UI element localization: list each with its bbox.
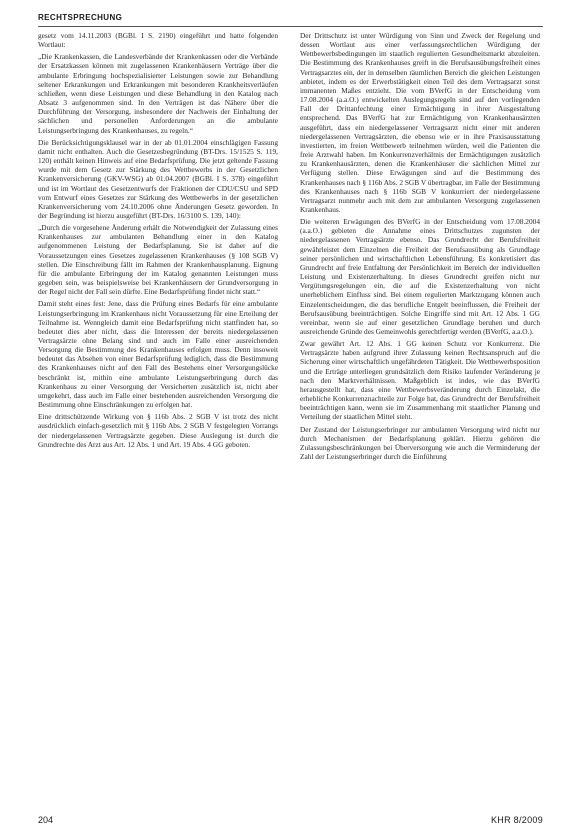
left-column bbox=[38, 31, 278, 452]
paragraph: Der Drittschutz ist unter Würdigung von Sinn und Zweck der Regelung und dessen Wortlaut aus einer verfassungsrechtlichen Würdigung der Wettbewerbsbedingungen im staatlich regulierten Gesundheitsmarkt abzuleiten. Die Bestimmung des Krankenhauses greift in die Berufsausübungsfreiheit eines Vertragsarztes ein, der in demselben räumlichen Bereich die gleichen Leistungen anbietet, indem es der Erwerbstätigkeit einen Teil des dem Vertragsarzt sonst immanenten Maßes entzieht. Die vom BVerfG in der Entscheidung vom 17.08.2004 (a.a.O.) entwickelten Auslegungsregeln sind auf den vorliegenden Fall der Drittanfechtung einer Ermächtigung in ihrer Ausgestaltung entsprechend. Das BVerfG hat zur Ermächtigung von Krankenhausärzten ausgeführt, dass ein niedergelassener Vertragsarzt nicht einer mit anderen niedergelassenen Vertragsärzten, die ebenso wie er in ihre Praxisausstattung investierten, im freien Wettbewerb teilnehmen würden, weil die Patienten die freie Arztwahl haben. Im Konkurrenzverhältnis der Ermächtigungen zusätzlich zu Krankenhausärzten, denen die Krankenhäuser die sächlichen Mittel zur Verfügung stellen. Diese Erwägungen sind auf die Bestimmung des Krankenhauses nach § 116b Abs. 2 SGB V übertragbar, im Falle der Bestimmung des Krankenhauses nach § 116b SGB V konkurriert der niedergelassene Vertragsarzt nunmehr auch mit dem zur ambulanten Versorgung zugelassenen Krankenhaus. bbox=[300, 31, 540, 214]
right-column bbox=[300, 31, 540, 464]
paragraph: Die weiteren Erwägungen des BVerfG in der Entscheidung vom 17.08.2004 (a.a.O.) gebieten die Annahme eines Drittschutzes zugunsten der niedergelassenen Vertragsärzte ebenso. Das Grundrecht der Berufsfreiheit gewährleistet dem Einzelnen die Freiheit der Berufsausübung als Grundlage seiner persönlichen und wirtschaftlichen Lebensführung. Es konkretisiert das Grundrecht auf freie Entfaltung der Persönlichkeit im Bereich der individuellen Leistung und Existenzerhaltung. In dieses Grundrecht greifen nicht nur Vergütungsregelungen ein, die auf die Existenzerhaltung von nicht unerheblichem Einfluss sind. Bei einem regulierten Marktzugang können auch Einzelentscheidungen, die das berufliche Entgelt beeinflussen, die Freiheit der Berufsausübung beeinträchtigen. Solche Eingriffe sind mit Art. 12 Abs. 1 GG vereinbar, wenn sie auf einer gesetzlichen Grundlage beruhen und durch ausreichende Gründe des Gemeinwohls gerechtfertigt werden (BVerfG, a.a.O.). bbox=[300, 217, 540, 336]
page-number: 204 bbox=[38, 815, 54, 825]
paragraph: Der Zustand der Leistungserbringer zur ambulanten Versorgung wird nicht nur durch Mechanismen der Bedarfsplanung geklärt. Hierzu gehören die Zulassungsbeschränkungen bei Überversorgung wie auch die Verminderung der Zahl der Leistungserbringer durch die Einführung bbox=[300, 424, 540, 462]
paragraph: gesetz vom 14.11.2003 (BGBl. I S. 2190) eingeführt und hatte folgenden Wortlaut: bbox=[38, 31, 278, 50]
section-header: RECHTSPRECHUNG bbox=[38, 13, 123, 22]
paragraph: Die Berücksichtigungsklausel war in der ab 01.01.2004 einschlägigen Fassung damit nicht enthalten. Auch die Gesetzesbegründung (BT-Drs. 15/1525 S. 119, 120) enthält keinen Hinweis auf eine Bedarfsprüfung. Die jetzt geltende Fassung wurde mit dem Gesetz zur Stärkung des Wettbewerbs in der Gesetzlichen Krankenversicherung (GKV-WSG) ab 01.04.2007 (BGBl. I S. 378) eingeführt und ist im Wortlaut des Gesetzentwurfs der Fraktionen der CDU/CSU und SPD vom Entwurf eines Gesetzes zur Stärkung des Wettbewerbs in der gesetzlichen Krankenversicherung vom 24.10.2006 ohne Änderungen Gesetz geworden. In der Begründung ist hierzu ausgeführt (BT-Drs. 16/3100 S. 139, 140): bbox=[38, 137, 278, 220]
quote-paragraph: „Durch die vorgesehene Änderung erhält die Notwendigkeit der Zulassung eines Krankenhauses zur ambulanten Behandlung einer in den Katalog aufgenommenen Leistung der Bedarfsplanung. Sie ist daher auf die Voraussetzungen eines Gesetzes zugelassenen Krankenhauses (§ 108 SGB V) stellen. Die Einschreibung fällt im Rahmen der Krankenhausplanung. Eignung für die ambulante Erbringung der im Katalog genannten Leistungen muss gegeben sein, was beispielsweise bei Krankenhäusern der Grundversorgung in der Regel nicht der Fall sein dürfte. Eine Bedarfsprüfung findet nicht statt.“ bbox=[38, 223, 278, 297]
journal-issue: KHR 8/2009 bbox=[490, 815, 543, 825]
header-rule bbox=[38, 26, 543, 27]
quote-paragraph: „Die Krankenkassen, die Landesverbände der Krankenkassen oder die Verbände der Ersatzkassen können mit zugelassenen Krankenhäusern Verträge über die ambulante Erbringung hochspezialisierter Leistungen sowie zur Behandlung seltener Erkrankungen und Erkrankungen mit besonderen Krankheitsverläufen schließen, wenn diese Leistungen und diese Behandlung in den Katalog nach Absatz 3 aufgenommen sind. In den Verträgen ist das Nähere über die Durchführung der Versorgung, insbesondere der Nachweis der Einhaltung der sächlichen und personellen Anforderungen an die ambulante Leistungserbringung des Krankenhauses, zu regeln.“ bbox=[38, 52, 278, 135]
paragraph: Damit steht eines fest: Jene, dass die Prüfung eines Bedarfs für eine ambulante Leistungserbringung im Krankenhaus nicht Voraussetzung für eine Erteilung der Teilnahme ist. Wenngleich damit eine Bedarfsprüfung nicht stattfinden hat, so bedeutet dies aber nicht, dass die Interessen der bereits niedergelassenen Vertragsärzte ohne Belang sind und auch im Falle einer ausreichenden Versorgung die Bestimmung des Krankenhauses erfolgen muss. Denn insoweit bedeutet das Absehen von einer Bedarfsprüfung lediglich, dass die Bestimmung des Krankenhauses nicht auf den Fall des Bestehens einer Versorgungslücke beschränkt ist, mithin eine ambulante Leistungserbringung durch das Krankenhaus zu einer Versorgung der Versicherten zusätzlich ist, nicht aber umgekehrt, dass auch im Falle einer bestehenden ausreichenden Versorgung die Bestimmung ohne Einschränkungen zu erfolgen hat. bbox=[38, 299, 278, 410]
paragraph: Zwar gewährt Art. 12 Abs. 1 GG keinen Schutz vor Konkurrenz. Die Vertragsärzte haben aufgrund ihrer Zulassung keinen Rechtsanspruch auf die Sicherung einer wirtschaftlich ungefährdeten Tätigkeit. Die Wettbewerbsposition und die Erträge unterliegen grundsätzlich dem Risiko laufender Veränderung je nach den Marktverhältnissen. Maßgeblich ist indes, wie das BVerfG herausgestellt hat, dass eine Wettbewerbsveränderung durch Einzelakt, die erhebliche Konkurrenznachteile zur Folge hat, das Grundrecht der Berufsfreiheit beeinträchtigen kann, wenn sie im Zusammenhang mit staatlicher Planung und Verteilung der staatlichen Mittel steht. bbox=[300, 339, 540, 422]
paragraph: Eine drittschützende Wirkung von § 116b Abs. 2 SGB V ist trotz des nicht ausdrücklich einfach-gesetzlich mit § 116b Abs. 2 SGB V festgelegten Vorrangs der niedergelassenen Vertragsärzte gegeben. Diese Auslegung ist durch die Grundrechte des Arzt aus Art. 12 Abs. 1 und Art. 19 Abs. 4 GG geboten. bbox=[38, 412, 278, 449]
